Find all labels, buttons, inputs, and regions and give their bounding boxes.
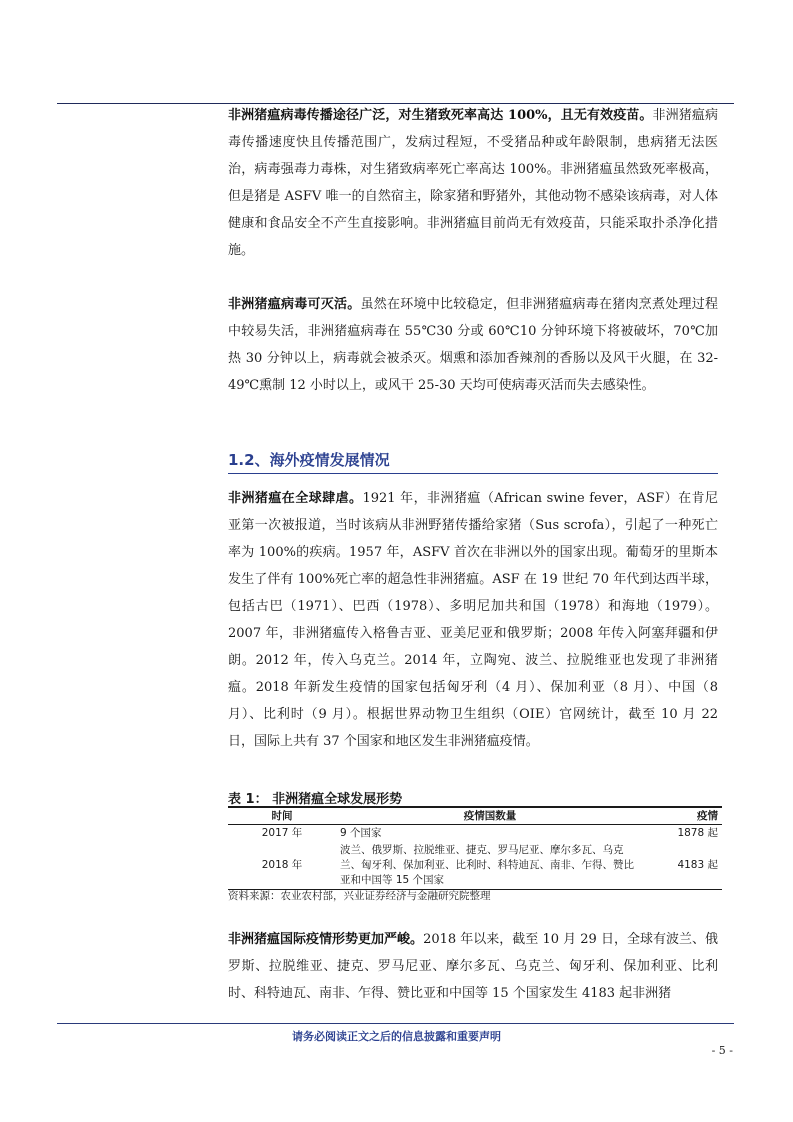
paragraph-body: 2018 年以来，截至 10 月 29 日，全球有波兰、俄罗斯、拉脱维亚、捷克、罗马尼亚、摩尔多瓦、乌克兰、匈牙利、保加利亚、比利时、科特迪瓦、南非、乍得、赞比亚和中国等 15 个国家发生 4183 起非洲猪: [228, 932, 718, 1001]
cell-countries: 9 个国家: [340, 827, 382, 839]
paragraph-body: 1921 年，非洲猪瘟（African swine fever，ASF）在肯尼亚第一次被报道，当时该病从非洲野猪传播给家猪（Sus scrofa），引起了一种死亡率为 100%的疾病。1957 年，ASFV 首次在非洲以外的国家出现。葡萄牙的里斯本发生了伴有 100%死亡率的超急性非洲猪瘟。ASF 在 19 世纪 70 年代到达西半球，包括古巴（1971）、巴西（1978）、多明尼加共和国（1978）和海地（1979）。2007 年，非洲猪瘟传入格鲁吉亚、亚美尼亚和俄罗斯；2008 年传入阿塞拜疆和伊朗。2012 年，传入乌克兰。2014 年，立陶宛、波兰、拉脱维亚也发现了非洲猪瘟。2018 年新发生疫情的国家包括匈牙利（4 月）、保加利亚（8 月）、中国（8 月）、比利时（9 月）。根据世界动物卫生组织（OIE）官网统计，截至 10 月 22 日，国际上共有 37 个国家和地区发生非洲猪瘟疫情。: [228, 491, 718, 749]
paragraph-body: 虽然在环境中比较稳定，但非洲猪瘟病毒在猪肉烹煮处理过程中较易失活，非洲猪瘟病毒在 55℃30 分或 60℃10 分钟环境下将被破坏，70℃加热 30 分钟以上，病毒就会被杀灭。烟熏和添加香辣剂的香肠以及风干火腿，在 32-49℃熏制 12 小时以上，或风干 25-30 天均可使病毒灭活而失去感染性。: [228, 297, 718, 393]
cell-countries: 波兰、俄罗斯、拉脱维亚、捷克、罗马尼亚、摩尔多瓦、乌克兰、匈牙利、保加利亚、比利时、科特迪瓦、南非、乍得、赞比亚和中国等 15 个国家: [340, 844, 634, 886]
paragraph-global-history: [228, 485, 718, 755]
outbreak-table: [228, 806, 722, 890]
column-header-outbreaks: 疫情: [697, 809, 718, 822]
paragraph-lead: 非洲猪瘟在全球肆虐。: [228, 491, 363, 506]
table-row: [228, 825, 722, 843]
paragraph-international-situation: [228, 926, 718, 1007]
cell-outbreaks: 4183 起: [677, 859, 718, 871]
footer-rule: [57, 1023, 734, 1024]
cell-outbreaks: 1878 起: [677, 827, 718, 839]
table-row: [228, 842, 722, 890]
paragraph-transmission: [228, 102, 718, 264]
paragraph-lead: 非洲猪瘟病毒可灭活。: [228, 297, 361, 312]
table-header-row: [228, 807, 722, 825]
section-title-underline: [228, 473, 718, 474]
column-header-countries: 疫情国数量: [463, 809, 517, 822]
table-source-note: 资料来源：农业农村部，兴业证券经济与金融研究院整理: [228, 890, 491, 902]
section-title: 1.2、海外疫情发展情况: [228, 451, 390, 469]
page-number: - 5 -: [711, 1044, 733, 1057]
disclaimer-note: 请务必阅读正文之后的信息披露和重要声明: [292, 1030, 501, 1043]
paragraph-body: 非洲猪瘟病毒传播速度快且传播范围广，发病过程短，不受猪品种或年龄限制，患病猪无法医治，病毒强毒力毒株，对生猪致病率死亡率高达 100%。非洲猪瘟虽然致死率极高，但是猪是 ASFV 唯一的自然宿主，除家猪和野猪外，其他动物不感染该病毒，对人体健康和食品安全不产生直接影响。非洲猪瘟目前尚无有效疫苗，只能采取扑杀净化措施。: [228, 108, 718, 258]
paragraph-inactivation: [228, 291, 718, 399]
cell-year: 2017 年: [261, 827, 303, 839]
paragraph-lead: 非洲猪瘟国际疫情形势更加严峻。: [228, 932, 424, 947]
column-header-year: 时间: [271, 809, 293, 822]
cell-year: 2018 年: [261, 859, 303, 871]
paragraph-lead: 非洲猪瘟病毒传播途径广泛，对生猪致死率高达 100%，且无有效疫苗。: [228, 108, 653, 123]
table-title: 表 1： 非洲猪瘟全球发展形势: [228, 792, 403, 807]
